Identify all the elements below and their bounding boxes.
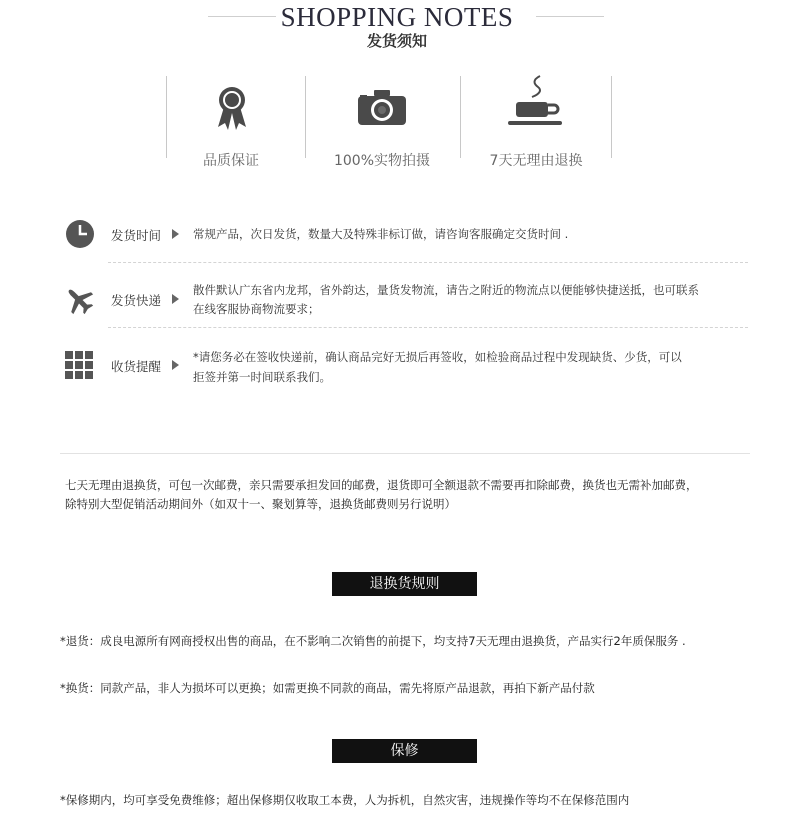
feature-divider [166,76,167,158]
row-text-ship-time: 常规产品，次日发货，数量大及特殊非标订做，请咨询客服确定交货时间 . [193,227,569,241]
feature-label-real-photo: 100%实物拍摄 [333,153,431,169]
row-label-courier: 发货快递 [111,293,162,308]
row-divider [108,262,748,263]
feature-label-return: 7天无理由退换 [489,153,583,169]
row-text-receipt-line1: *请您务必在签收快递前，确认商品完好无损后再签收，如检验商品过程中发现缺货、少货，可以 [193,350,682,364]
award-ribbon-icon [214,85,250,131]
row-label-ship-time: 发货时间 [111,228,162,243]
page-subtitle: 发货须知 [366,32,427,50]
camera-icon [358,90,408,126]
feature-label-quality: 品质保证 [203,153,259,169]
row-arrow-icon [172,294,179,304]
feature-divider [611,76,612,158]
grid-icon [64,350,94,380]
return-policy-text: *退货：成良电源所有网商授权出售的商品，在不影响二次销售的前提下，均支持7天无理由退换货，产品实行2年质保服务 . [60,634,686,648]
exchange-policy-text: *换货：同款产品，非人为损坏可以更换；如需更换不同款的商品，需先将原产品退款，再拍下新产品付款 [60,681,595,695]
feature-divider [305,76,306,158]
row-text-receipt-line2: 拒签并第一时间联系我们。 [193,370,331,384]
airplane-icon [63,284,93,314]
clock-icon [65,219,95,249]
page-title: SHOPPING NOTES [280,2,514,32]
feature-divider [460,76,461,158]
row-arrow-icon [172,360,179,370]
returns-heading: 退换货规则 [332,572,477,596]
row-arrow-icon [172,229,179,239]
notice-line-2: 除特别大型促销活动期间外（如双十一、聚划算等，退换货邮费则另行说明） [65,497,456,511]
coffee-cup-icon [508,72,562,128]
row-text-courier-line1: 散件默认广东省内龙邦，省外韵达，量货发物流，请告之附近的物流点以便能够快捷送抵，也可联系 [193,283,699,297]
row-label-receipt: 收货提醒 [111,359,162,374]
section-divider [60,453,750,454]
notice-line-1: 七天无理由退换货，可包一次邮费，亲只需要承担发回的邮费，退货即可全额退款不需要再扣除邮费，换货也无需补加邮费， [65,478,698,492]
row-divider [108,327,748,328]
warranty-heading: 保修 [332,739,477,763]
row-text-courier-line2: 在线客服协商物流要求； [193,302,320,316]
warranty-text: *保修期内，均可享受免费维修；超出保修期仅收取工本费，人为拆机，自然灾害，违规操作等均不在保修范围内 [60,793,630,807]
